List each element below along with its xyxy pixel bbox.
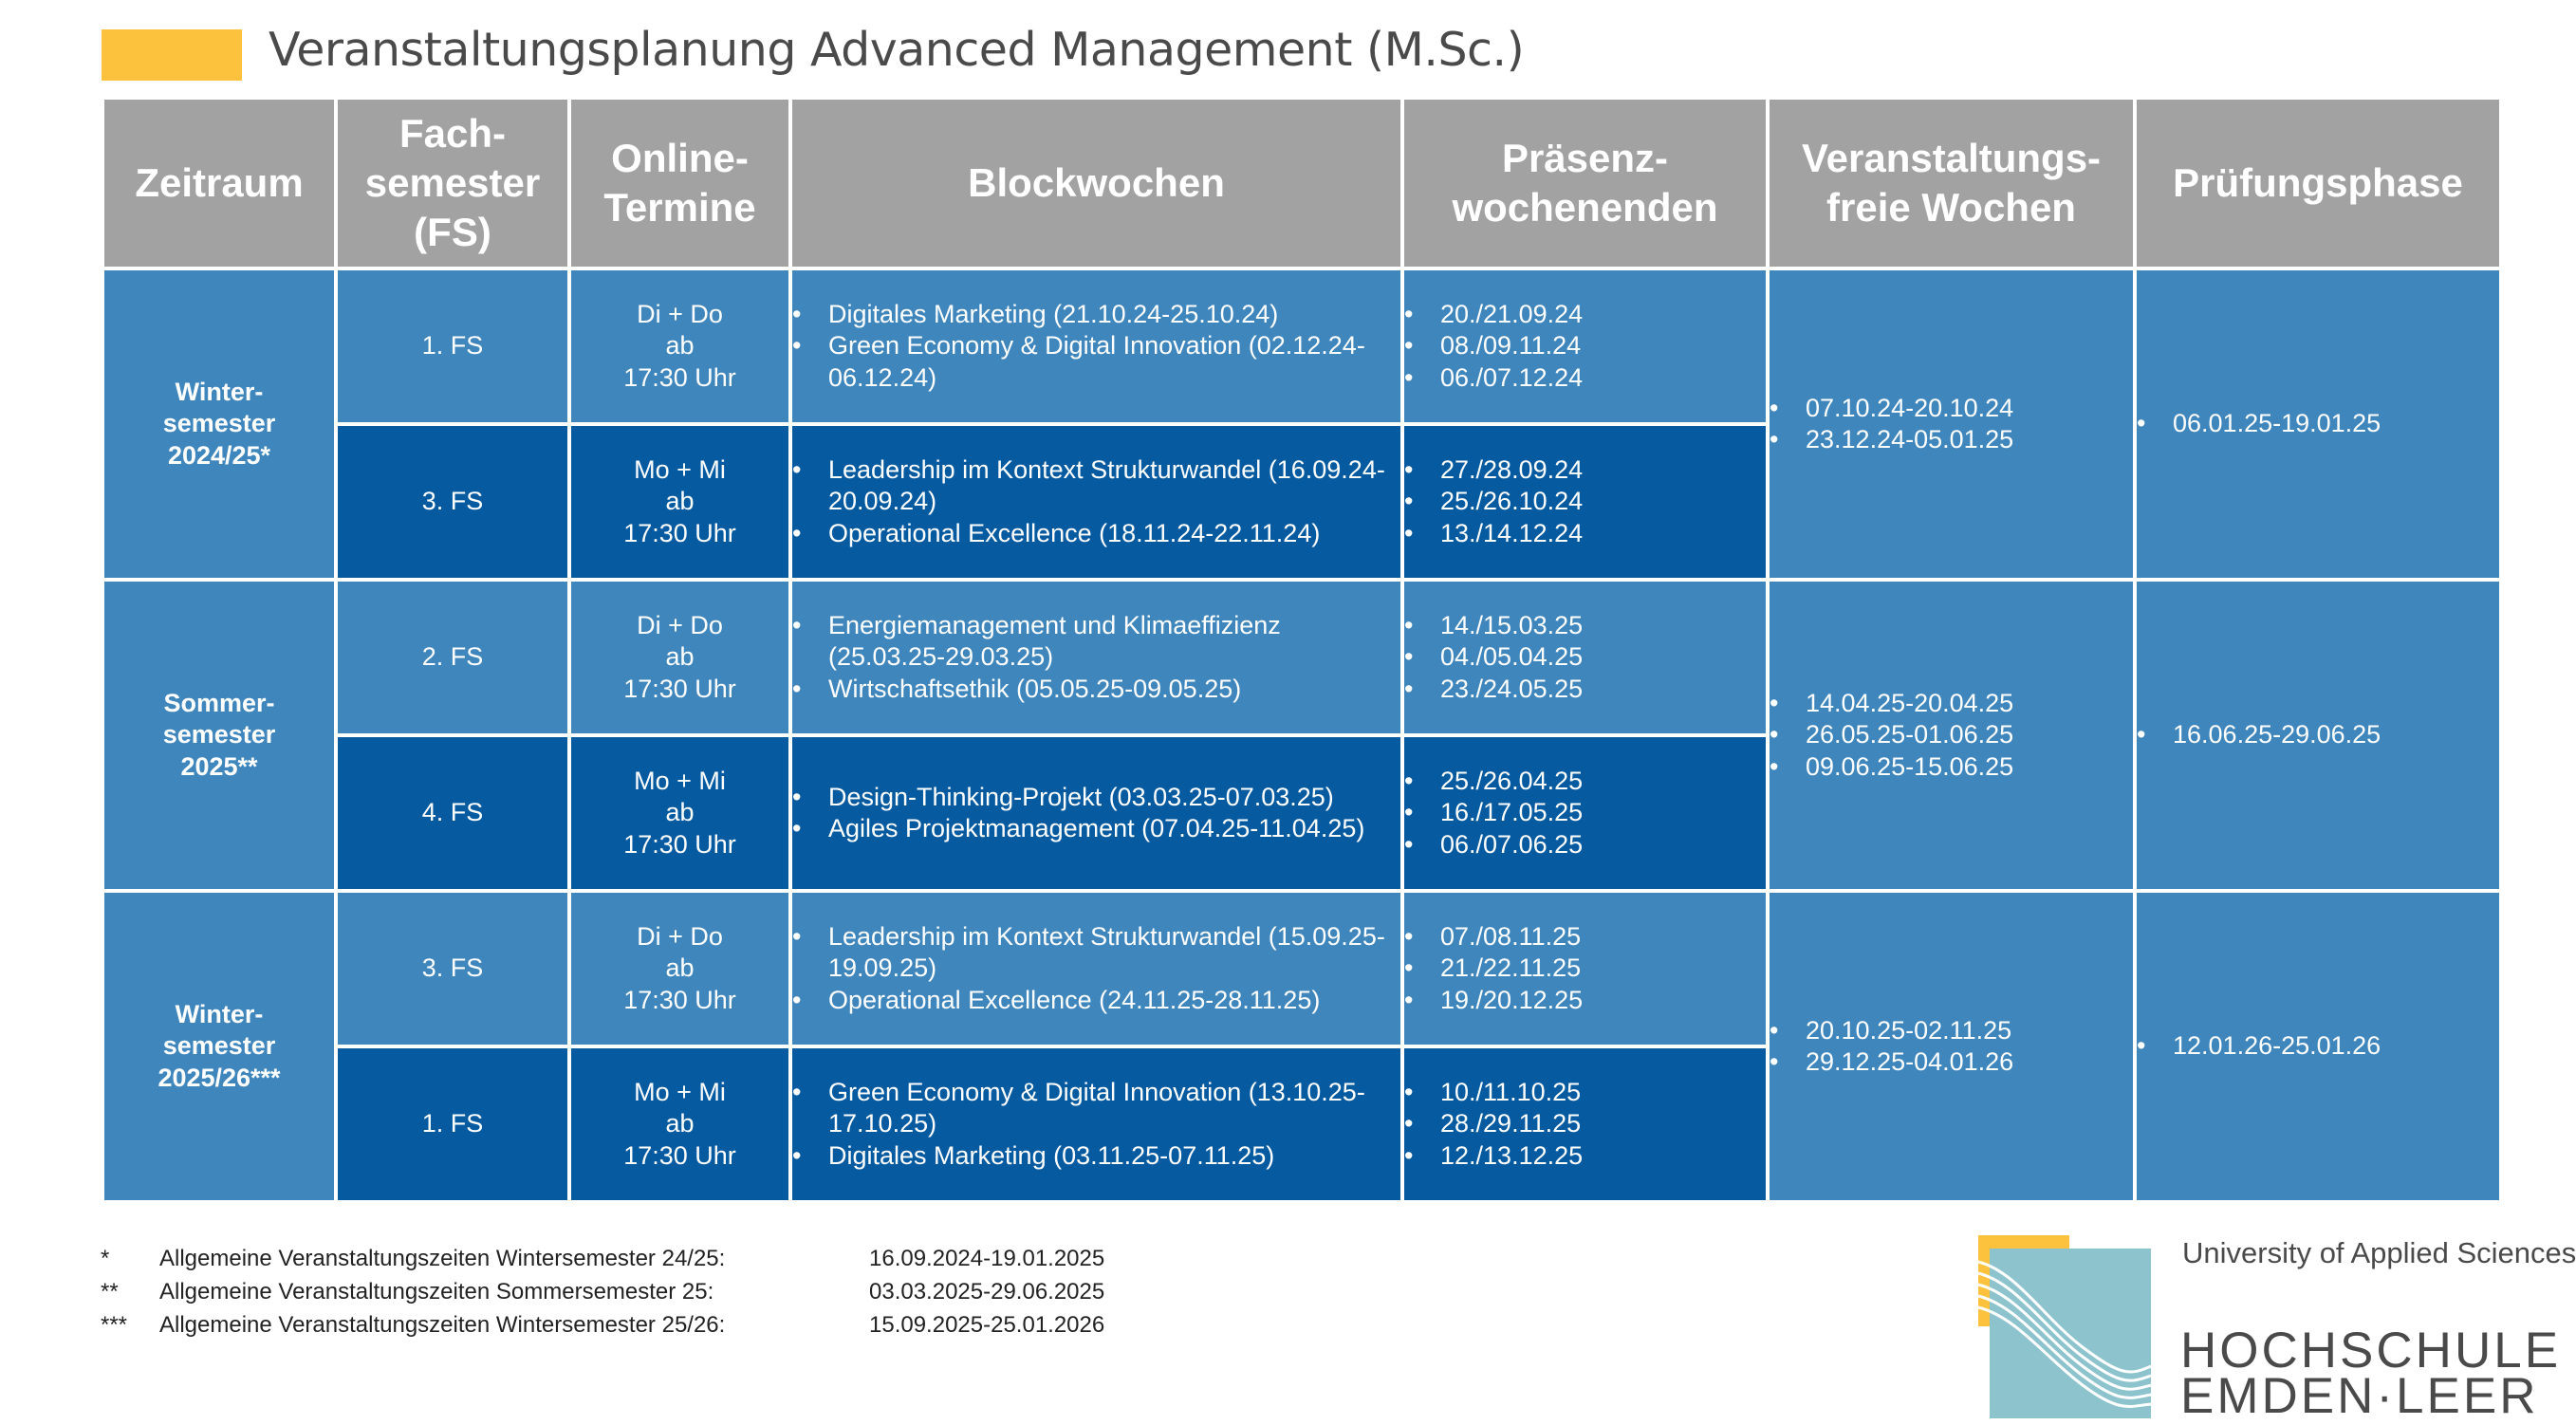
footnote-label: Allgemeine Veranstaltungszeiten Wintersemester 25/26:: [159, 1312, 726, 1338]
text-line: Zeitraum: [135, 160, 304, 205]
text-line: 17:30 Uhr: [623, 674, 736, 703]
column-header-fachsemester: [336, 98, 569, 268]
text-line: Prüfungsphase: [2173, 160, 2463, 205]
list-item: • 04./05.04.25: [1404, 641, 1766, 674]
footnote-range: 16.09.2024-19.01.2025: [869, 1246, 1105, 1271]
list-item: • 25./26.10.24: [1404, 486, 1766, 518]
list-item: • 16.06.25-29.06.25: [2137, 719, 2499, 751]
fs-cell: 1. FS: [336, 268, 569, 424]
weekends-cell: [1402, 1046, 1768, 1202]
list-item: • 06./07.12.24: [1404, 362, 1766, 395]
period-cell: [102, 580, 336, 891]
weekends-cell: [1402, 424, 1768, 580]
weekends-cell: [1402, 580, 1768, 735]
text-line: semester: [364, 160, 541, 205]
text-line: ab: [665, 798, 695, 827]
free-weeks-cell: [1768, 268, 2135, 580]
footnote-range: 03.03.2025-29.06.2025: [869, 1279, 1105, 1305]
text-line: 17:30 Uhr: [623, 362, 736, 392]
list-item: • Operational Excellence (24.11.25-28.11.25): [792, 985, 1400, 1017]
fs-cell: 3. FS: [336, 424, 569, 580]
list-item: • 06./07.06.25: [1404, 829, 1766, 861]
blockwochen-cell: [790, 580, 1402, 735]
text-line: semester: [162, 409, 276, 438]
list-item: • Wirtschaftsethik (05.05.25-09.05.25): [792, 674, 1400, 706]
page-title: Veranstaltungsplanung Advanced Management (M.Sc.): [269, 23, 1525, 77]
text-line: Online-: [611, 136, 749, 180]
text-line: Winter-: [175, 377, 264, 406]
weekends-cell: [1402, 735, 1768, 891]
weekends-cell: [1402, 268, 1768, 424]
column-header-praesenzwochenenden: [1402, 98, 1768, 268]
list-item: • 12.01.26-25.01.26: [2137, 1030, 2499, 1063]
list-item: • 19./20.12.25: [1404, 985, 1766, 1017]
exam-phase-cell: [2135, 891, 2501, 1202]
footnote-range: 15.09.2025-25.01.2026: [869, 1312, 1105, 1338]
list-item: • 09.06.25-15.06.25: [1770, 751, 2133, 784]
list-item: • 14./15.03.25: [1404, 610, 1766, 642]
footnote-label: Allgemeine Veranstaltungszeiten Sommersemester 25:: [159, 1279, 714, 1305]
footnote-mark: ***: [101, 1312, 128, 1338]
column-header-zeitraum: [102, 98, 336, 268]
list-item: • 07.10.24-20.10.24: [1770, 393, 2133, 425]
list-item: • 06.01.25-19.01.25: [2137, 408, 2499, 440]
list-item: • 29.12.25-04.01.26: [1770, 1046, 2133, 1079]
schedule-table: [101, 96, 2503, 1204]
exam-phase-cell: [2135, 268, 2501, 580]
online-cell: [569, 268, 790, 424]
text-line: ab: [665, 642, 695, 672]
logo-teal-square: [1990, 1249, 2151, 1418]
list-item: • 10./11.10.25: [1404, 1077, 1766, 1109]
text-line: Fach-: [398, 111, 506, 156]
text-line: Mo + Mi: [634, 454, 726, 484]
list-item: • 27./28.09.24: [1404, 454, 1766, 487]
list-item: • Design-Thinking-Projekt (03.03.25-07.03.25): [792, 782, 1400, 814]
free-weeks-cell: [1768, 580, 2135, 891]
list-item: • Digitales Marketing (21.10.24-25.10.24): [792, 299, 1400, 331]
list-item: • 26.05.25-01.06.25: [1770, 719, 2133, 751]
text-line: ab: [665, 1109, 695, 1138]
text-line: 17:30 Uhr: [623, 985, 736, 1014]
footnote: [101, 1308, 1104, 1342]
text-line: 17:30 Uhr: [623, 1140, 736, 1170]
table-row: [102, 580, 2501, 735]
text-line: Di + Do: [637, 921, 723, 951]
text-line: Di + Do: [637, 299, 723, 328]
text-line: Veranstaltungs-: [1801, 136, 2102, 180]
logo-name-line2: EMDEN·LEER: [2180, 1368, 2539, 1424]
text-line: (FS): [414, 210, 491, 254]
fs-cell: 1. FS: [336, 1046, 569, 1202]
list-item: • 23./24.05.25: [1404, 674, 1766, 706]
list-item: • 14.04.25-20.04.25: [1770, 688, 2133, 720]
text-line: Di + Do: [637, 610, 723, 639]
text-line: ab: [665, 487, 695, 516]
table-row: [102, 891, 2501, 1046]
text-line: 17:30 Uhr: [623, 829, 736, 859]
period-cell: [102, 891, 336, 1202]
text-line: Winter-: [175, 999, 264, 1028]
text-line: ab: [665, 331, 695, 361]
table-row: [102, 268, 2501, 424]
logo-tagline: University of Applied Sciences: [2182, 1236, 2576, 1269]
footnote: [101, 1275, 1104, 1308]
text-line: ab: [665, 953, 695, 983]
column-header-blockwochen: [790, 98, 1402, 268]
text-line: Mo + Mi: [634, 766, 726, 795]
text-line: Sommer-: [163, 688, 275, 717]
column-header-veranstaltungsfreie-wochen: [1768, 98, 2135, 268]
list-item: • Green Economy & Digital Innovation (02.12.24-06.12.24): [792, 330, 1400, 394]
blockwochen-cell: [790, 891, 1402, 1046]
text-line: freie Wochen: [1826, 185, 2076, 230]
fs-cell: 3. FS: [336, 891, 569, 1046]
column-header-pruefungsphase: [2135, 98, 2501, 268]
free-weeks-cell: [1768, 891, 2135, 1202]
period-cell: [102, 268, 336, 580]
list-item: • 20.10.25-02.11.25: [1770, 1015, 2133, 1047]
exam-phase-cell: [2135, 580, 2501, 891]
footnote-label: Allgemeine Veranstaltungszeiten Wintersemester 24/25:: [159, 1246, 726, 1271]
list-item: • 28./29.11.25: [1404, 1108, 1766, 1140]
list-item: • Leadership im Kontext Strukturwandel (16.09.24-20.09.24): [792, 454, 1400, 518]
text-line: semester: [162, 720, 276, 750]
list-item: • Digitales Marketing (03.11.25-07.11.25): [792, 1140, 1400, 1173]
text-line: 2025**: [180, 751, 258, 781]
weekends-cell: [1402, 891, 1768, 1046]
blockwochen-cell: [790, 735, 1402, 891]
list-item: • Agiles Projektmanagement (07.04.25-11.04.25): [792, 813, 1400, 845]
list-item: • Operational Excellence (18.11.24-22.11.24): [792, 518, 1400, 550]
footnote: [101, 1242, 1104, 1275]
list-item: • 08./09.11.24: [1404, 330, 1766, 362]
online-cell: [569, 424, 790, 580]
text-line: 17:30 Uhr: [623, 518, 736, 547]
footnote-mark: *: [101, 1246, 110, 1271]
list-item: • 13./14.12.24: [1404, 518, 1766, 550]
column-header-online-termine: [569, 98, 790, 268]
header-row: [102, 98, 2501, 268]
fs-cell: 4. FS: [336, 735, 569, 891]
text-line: 2024/25*: [167, 440, 271, 470]
footnote-mark: **: [101, 1279, 119, 1305]
blockwochen-cell: [790, 1046, 1402, 1202]
text-line: Mo + Mi: [634, 1077, 726, 1106]
online-cell: [569, 580, 790, 735]
online-cell: [569, 891, 790, 1046]
text-line: semester: [162, 1031, 276, 1061]
text-line: wochenenden: [1452, 185, 1718, 230]
list-item: • 20./21.09.24: [1404, 299, 1766, 331]
fs-cell: 2. FS: [336, 580, 569, 735]
text-line: 2025/26***: [158, 1063, 281, 1092]
text-line: Präsenz-: [1501, 136, 1669, 180]
blockwochen-cell: [790, 268, 1402, 424]
list-item: • Leadership im Kontext Strukturwandel (15.09.25-19.09.25): [792, 921, 1400, 985]
online-cell: [569, 1046, 790, 1202]
online-cell: [569, 735, 790, 891]
list-item: • 25./26.04.25: [1404, 766, 1766, 798]
list-item: • 21./22.11.25: [1404, 953, 1766, 985]
blockwochen-cell: [790, 424, 1402, 580]
list-item: • 16./17.05.25: [1404, 797, 1766, 829]
logo-name-line1: HOCHSCHULE: [2180, 1323, 2562, 1379]
list-item: • 23.12.24-05.01.25: [1770, 424, 2133, 456]
footnotes: [101, 1242, 1104, 1342]
text-line: Blockwochen: [968, 160, 1225, 205]
list-item: • Energiemanagement und Klimaeffizienz (25.03.25-29.03.25): [792, 610, 1400, 674]
list-item: • Green Economy & Digital Innovation (13.10.25-17.10.25): [792, 1077, 1400, 1140]
list-item: • 12./13.12.25: [1404, 1140, 1766, 1173]
list-item: • 07./08.11.25: [1404, 921, 1766, 953]
text-line: Termine: [603, 185, 756, 230]
accent-bar: [102, 29, 242, 81]
